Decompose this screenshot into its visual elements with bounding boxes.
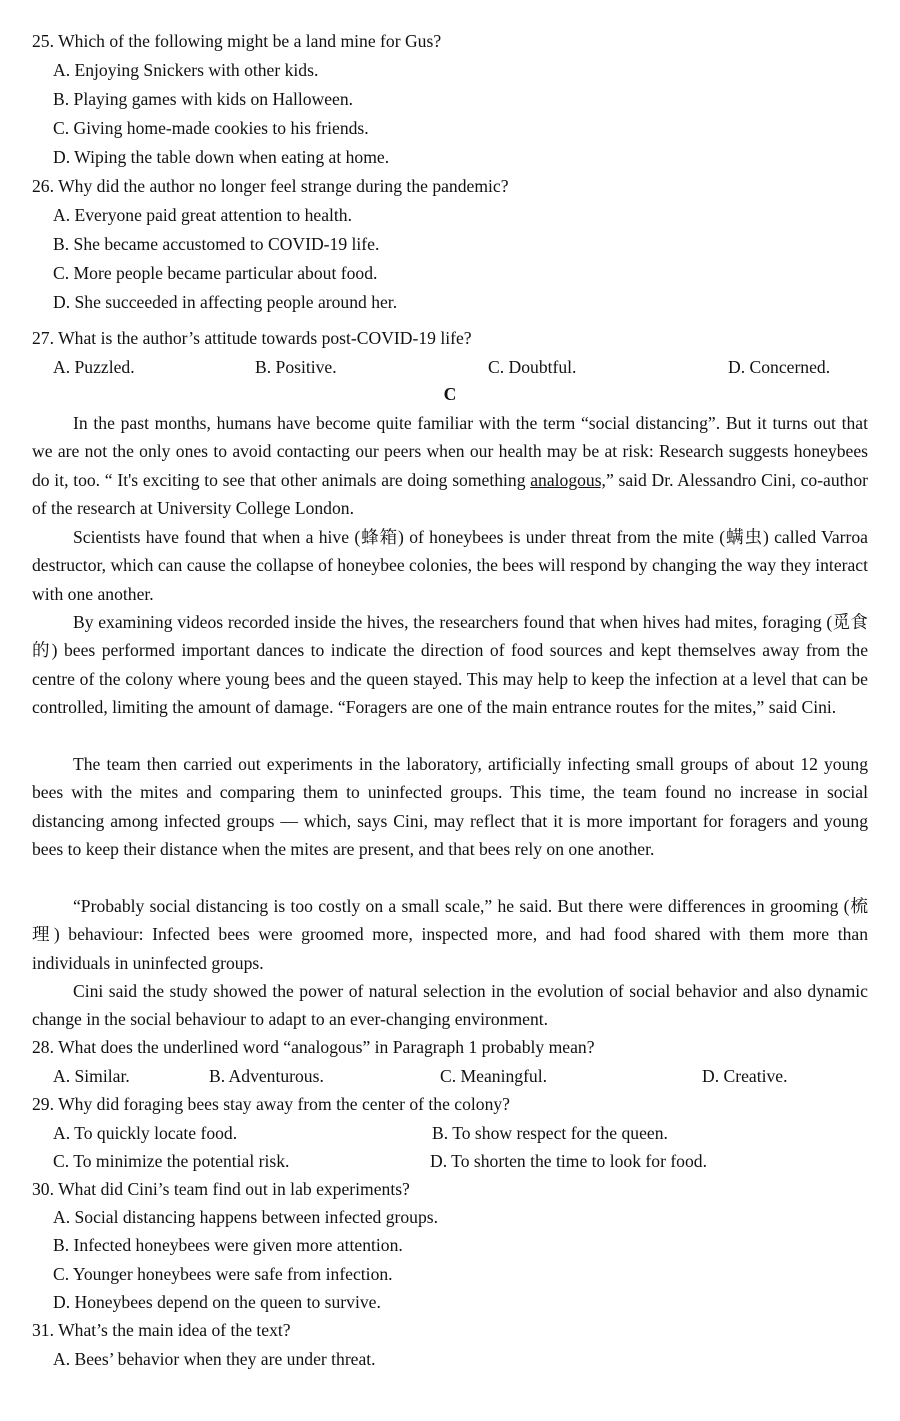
question-29-option-c: C. To minimize the potential risk.: [53, 1151, 290, 1171]
question-25-option-d: D. Wiping the table down when eating at home.: [53, 147, 390, 167]
underlined-word: analogous,: [530, 469, 606, 490]
section-title: C: [443, 384, 457, 404]
question-26-option-b: B. She became accustomed to COVID-19 life.: [53, 234, 380, 254]
question-25-option-a: A. Enjoying Snickers with other kids.: [53, 60, 319, 80]
question-30-option-b: B. Infected honeybees were given more attention.: [53, 1235, 403, 1255]
question-27-option-c: C. Doubtful.: [488, 357, 577, 377]
question-27-option-a: A. Puzzled.: [53, 357, 135, 377]
question-30-option-d: D. Honeybees depend on the queen to survive.: [53, 1292, 381, 1312]
question-29-option-b: B. To show respect for the queen.: [432, 1123, 668, 1143]
question-31-stem: 31. What’s the main idea of the text?: [32, 1320, 291, 1340]
question-29-stem: 29. Why did foraging bees stay away from the center of the colony?: [32, 1094, 510, 1114]
question-27-stem: 27. What is the author’s attitude towards post-COVID-19 life?: [32, 328, 472, 348]
question-26-option-a: A. Everyone paid great attention to health.: [53, 205, 352, 225]
question-26-option-c: C. More people became particular about food.: [53, 263, 378, 283]
passage-paragraph-6: Cini said the study showed the power of natural selection in the evolution of social behavior and also dynamic change in the social behaviour to adapt to an ever-changing environment.: [32, 981, 868, 1030]
paragraph-1-text-b: ” said Dr. Alessandro Cini, co-author of the research at University College London.: [32, 469, 869, 519]
question-28-stem: 28. What does the underlined word “analogous” in Paragraph 1 probably mean?: [32, 1037, 595, 1057]
passage-paragraph-4: The team then carried out experiments in the laboratory, artificially infecting small groups of about 12 young bees with the mites and comparing them to uninfected groups. This time, the team found no increase in social distancing among infected groups — which, says Cini, may reflect that it is more important for foragers and young bees to keep their distance when the mites are present, and that bees rely on one another.: [32, 754, 868, 860]
passage-paragraph-2: Scientists have found that when a hive (蜂箱) of honeybees is under threat from the mite (螨虫) called Varroa destructor, which can cause the collapse of honeybee colonies, the bees will respond by changing the way they interact with one another.: [32, 527, 868, 604]
question-26-stem: 26. Why did the author no longer feel strange during the pandemic?: [32, 176, 509, 196]
question-25-option-c: C. Giving home-made cookies to his friends.: [53, 118, 369, 138]
question-30-option-c: C. Younger honeybees were safe from infection.: [53, 1264, 393, 1284]
passage-paragraph-5: “Probably social distancing is too costly on a small scale,” he said. But there were differences in grooming (梳理) behaviour: Infected bees were groomed more, inspected more, and had food shared with them more than individuals in uninfected groups.: [32, 896, 868, 973]
question-29-option-a: A. To quickly locate food.: [53, 1123, 238, 1143]
question-29-option-d: D. To shorten the time to look for food.: [430, 1151, 707, 1171]
question-25-option-b: B. Playing games with kids on Halloween.: [53, 89, 354, 109]
question-31-option-a: A. Bees’ behavior when they are under threat.: [53, 1349, 376, 1369]
question-28-option-c: C. Meaningful.: [440, 1066, 548, 1086]
question-26-option-d: D. She succeeded in affecting people around her.: [53, 292, 398, 312]
passage-paragraph-3: By examining videos recorded inside the hives, the researchers found that when hives had mites, foraging (觅食的) bees performed important dances to indicate the direction of food sources and kept themselves away from the centre of the colony where young bees and the queen stayed. This may help to keep the infection at a level that can be controlled, limiting the amount of damage. “Foragers are one of the main entrance routes for the mites,” said Cini.: [32, 612, 868, 718]
question-27-option-d: D. Concerned.: [728, 357, 831, 377]
question-30-stem: 30. What did Cini’s team find out in lab experiments?: [32, 1179, 410, 1199]
paragraph-1-text-a: In the past months, humans have become quite familiar with the term “social distancing”. But it turns out that we are not the only ones to avoid contacting our peers when our health may be at risk: Research suggests honeybees do it, too. “ It's exciting to see that other animals are doing something: [32, 413, 868, 490]
question-25-stem: 25. Which of the following might be a land mine for Gus?: [32, 31, 442, 51]
passage-paragraph-1: [32, 409, 868, 523]
question-28-option-d: D. Creative.: [702, 1066, 788, 1086]
question-28-option-a: A. Similar.: [53, 1066, 130, 1086]
question-27-option-b: B. Positive.: [255, 357, 337, 377]
question-28-option-b: B. Adventurous.: [209, 1066, 324, 1086]
question-30-option-a: A. Social distancing happens between infected groups.: [53, 1207, 439, 1227]
